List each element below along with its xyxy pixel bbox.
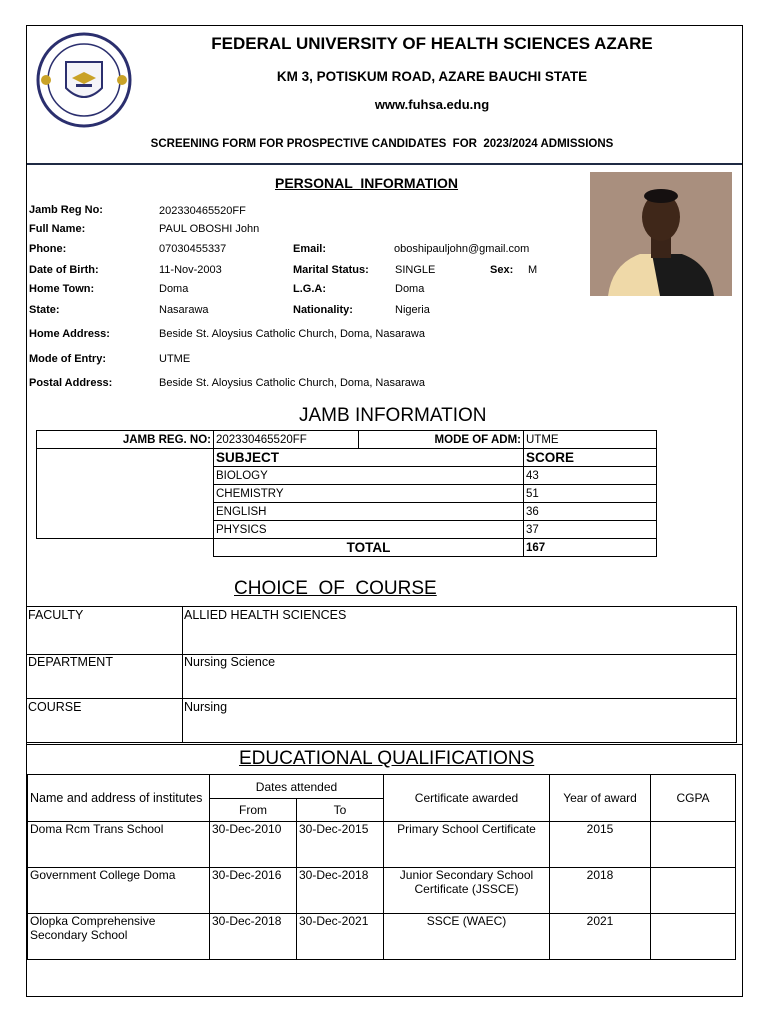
col-cgpa: CGPA [651,775,736,822]
total-spacer [37,539,214,557]
institute-name: Government College Doma [28,868,210,914]
subject-name: ENGLISH [214,503,524,521]
sex-value: M [528,264,538,276]
education-row [28,914,736,960]
certificate: Junior Secondary School Certificate (JSSCE) [384,868,550,914]
form-title: SCREENING FORM FOR PROSPECTIVE CANDIDATES FOR 2023/2024 ADMISSIONS [150,138,614,150]
department-label: DEPARTMENT [28,655,113,669]
postal-label: Postal Address: [29,377,113,389]
date-to: 30-Dec-2018 [297,868,384,914]
sex-label: Sex: [490,264,514,276]
faculty-value: ALLIED HEALTH SCIENCES [184,608,347,622]
marital-value: SINGLE [395,264,436,276]
col-dates: Dates attended [210,775,384,799]
jamb-table [36,430,657,557]
col-year: Year of award [550,775,651,822]
col-to: To [297,799,384,822]
cgpa [651,822,736,868]
header-divider [27,163,742,165]
date-from: 30-Dec-2016 [210,868,297,914]
year-of-award: 2015 [550,822,651,868]
cgpa [651,914,736,960]
university-website: www.fuhsa.edu.ng [374,97,490,112]
full-name-value: PAUL OBOSHI John [159,223,260,235]
mode-adm-value: UTME [524,431,657,449]
education-table [27,774,736,960]
screening-form [26,25,743,997]
jamb-reg-label: Jamb Reg No: [29,204,103,216]
university-address: KM 3, POTISKUM ROAD, AZARE BAUCHI STATE [276,69,588,84]
marital-label: Marital Status: [293,264,369,276]
lga-value: Doma [395,283,425,295]
course-box [27,606,737,743]
hometown-value: Doma [159,283,189,295]
subject-name: CHEMISTRY [214,485,524,503]
postal-value: Beside St. Aloysius Catholic Church, Doma, Nasarawa [159,377,425,389]
year-of-award: 2021 [550,914,651,960]
nationality-value: Nigeria [395,304,430,316]
nationality-label: Nationality: [293,304,353,316]
institute-name: Doma Rcm Trans School [28,822,210,868]
jamb-blank-cell [37,449,214,539]
state-value: Nasarawa [159,304,209,316]
jamb-reg-label: JAMB REG. NO: [37,431,214,449]
dob-label: Date of Birth: [29,264,99,276]
email-value: oboshipauljohn@gmail.com [394,243,530,255]
total-label: TOTAL [214,539,524,557]
col-institute: Name and address of institutes [28,775,210,822]
certificate: SSCE (WAEC) [384,914,550,960]
course-label: COURSE [28,700,82,714]
dob-value: 11-Nov-2003 [159,264,222,276]
course-heading: CHOICE OF COURSE [234,578,437,599]
jamb-reg-value: 202330465520FF [159,205,246,217]
subject-header: SUBJECT [214,449,524,467]
certificate: Primary School Certificate [384,822,550,868]
phone-label: Phone: [29,243,67,255]
col-from: From [210,799,297,822]
score-header: SCORE [524,449,657,467]
jamb-reg-value: 202330465520FF [214,431,359,449]
home-address-value: Beside St. Aloysius Catholic Church, Doma, Nasarawa [159,328,425,340]
entry-label: Mode of Entry: [29,353,106,365]
mode-adm-label: MODE OF ADM: [359,431,524,449]
year-of-award: 2018 [550,868,651,914]
date-to: 30-Dec-2021 [297,914,384,960]
full-name-label: Full Name: [29,223,86,235]
subject-score: 43 [524,467,657,485]
entry-value: UTME [159,353,191,365]
education-row [28,822,736,868]
hometown-label: Home Town: [29,283,95,295]
home-address-label: Home Address: [29,328,110,340]
course-row-line [27,654,736,655]
subject-score: 36 [524,503,657,521]
passport-photo [590,172,732,296]
university-title: FEDERAL UNIVERSITY OF HEALTH SCIENCES AZARE [211,34,653,53]
course-value: Nursing [184,700,228,714]
education-row [28,868,736,914]
section-divider [27,744,742,745]
department-value: Nursing Science [184,655,276,669]
state-label: State: [29,304,60,316]
university-logo [32,32,136,128]
lga-label: L.G.A: [293,283,326,295]
faculty-label: FACULTY [28,608,84,622]
col-cert: Certificate awarded [384,775,550,822]
personal-info-heading: PERSONAL INFORMATION [275,175,459,191]
subject-score: 37 [524,521,657,539]
email-label: Email: [293,243,327,255]
date-from: 30-Dec-2010 [210,822,297,868]
course-divider [182,607,183,742]
education-heading: EDUCATIONAL QUALIFICATIONS [239,748,535,769]
subject-score: 51 [524,485,657,503]
institute-name: Olopka Comprehensive Secondary School [28,914,210,960]
course-row-line [27,698,736,699]
date-to: 30-Dec-2015 [297,822,384,868]
cgpa [651,868,736,914]
jamb-info-heading: JAMB INFORMATION [299,405,487,426]
subject-name: PHYSICS [214,521,524,539]
subject-name: BIOLOGY [214,467,524,485]
total-value: 167 [524,539,657,557]
phone-value: 07030455337 [159,243,227,255]
date-from: 30-Dec-2018 [210,914,297,960]
